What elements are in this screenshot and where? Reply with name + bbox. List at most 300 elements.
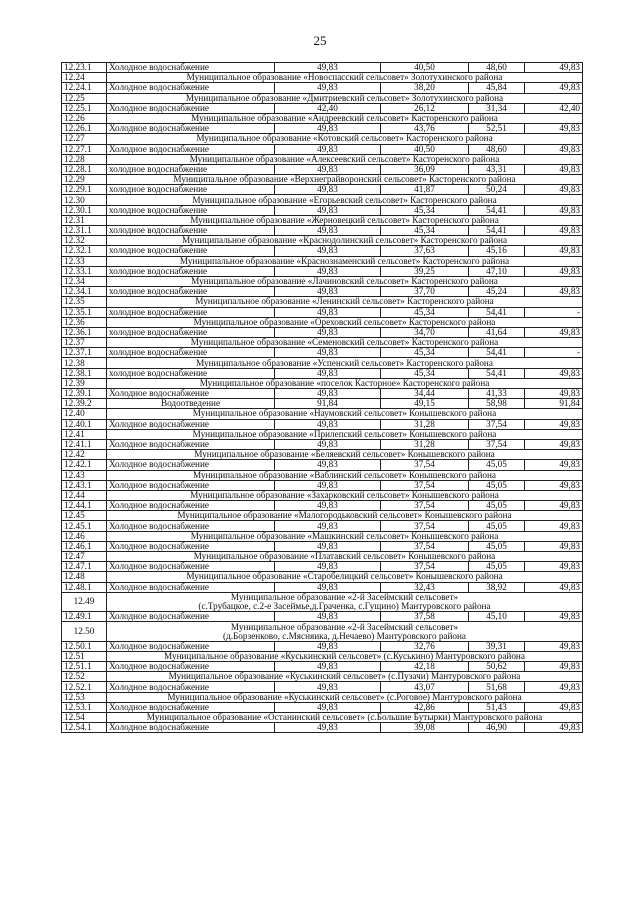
- tariff-row: [62, 682, 583, 692]
- municipality-name: Муниципальное образование «Семеновский сельсовет» Касторенского района: [107, 338, 583, 348]
- tariff-value: 54,41: [469, 348, 525, 358]
- service-name: Водоотведение: [107, 399, 275, 409]
- tariff-value: 49,83: [525, 702, 583, 712]
- municipality-name: Муниципальное образование «Новоспасский сельсовет» Золотухинского района: [107, 73, 583, 83]
- tariff-value: 39,08: [381, 723, 469, 733]
- tariff-value: 49,83: [275, 521, 381, 531]
- municipality-row: [62, 93, 583, 103]
- row-number: 12.42.1: [62, 460, 107, 470]
- tariff-value: 45,05: [469, 480, 525, 490]
- tariff-value: 54,41: [469, 226, 525, 236]
- service-name: холодное водоснабжение: [107, 185, 275, 195]
- row-number: 12.47: [62, 552, 107, 562]
- tariff-row: [62, 63, 583, 73]
- tariff-row: [62, 287, 583, 297]
- row-number: 12.45: [62, 511, 107, 521]
- tariff-value: 43,31: [469, 164, 525, 174]
- tariff-value: 49,83: [275, 641, 381, 651]
- tariff-value: 41,64: [469, 327, 525, 337]
- tariff-value: 45,34: [381, 307, 469, 317]
- tariff-row: [62, 327, 583, 337]
- tariff-value: 49,83: [275, 83, 381, 93]
- municipality-name: [107, 592, 583, 611]
- municipality-row: [62, 276, 583, 286]
- tariff-value: 41,33: [469, 389, 525, 399]
- tariff-value: 45,05: [469, 541, 525, 551]
- tariff-value: 49,83: [525, 327, 583, 337]
- service-name: Холодное водоснабжение: [107, 389, 275, 399]
- tariff-value: 45,34: [381, 226, 469, 236]
- municipality-name: Муниципальное образование «Ваблинский сельсовет» Конышевского района: [107, 470, 583, 480]
- tariff-value: 49,83: [275, 439, 381, 449]
- service-name: Холодное водоснабжение: [107, 83, 275, 93]
- tariff-value: 49,83: [525, 501, 583, 511]
- row-number: 12.45.1: [62, 521, 107, 531]
- tariff-value: 37,70: [381, 287, 469, 297]
- municipality-row: [62, 592, 583, 611]
- tariff-value: 49,83: [525, 682, 583, 692]
- service-name: Холодное водоснабжение: [107, 124, 275, 134]
- tariff-value: 45,10: [469, 612, 525, 622]
- tariff-row: [62, 641, 583, 651]
- tariff-row: [62, 124, 583, 134]
- service-name: холодное водоснабжение: [107, 348, 275, 358]
- tariff-value: 45,05: [469, 460, 525, 470]
- municipality-name: Муниципальное образование «Краснодолинский сельсовет» Касторенского района: [107, 236, 583, 246]
- municipality-row: [62, 154, 583, 164]
- tariff-value: 49,83: [275, 348, 381, 358]
- service-name: холодное водоснабжение: [107, 287, 275, 297]
- row-number: 12.23.1: [62, 63, 107, 73]
- municipality-name-line: (с.Трубацкое, с.2-е Засеймье,д.Граченка, с.Гущино) Мантуровского района: [198, 600, 491, 611]
- row-number: 12.44.1: [62, 501, 107, 511]
- row-number: 12.52.1: [62, 682, 107, 692]
- tariff-value: 45,24: [469, 287, 525, 297]
- page-number: 25: [313, 33, 327, 48]
- tariff-row: [62, 368, 583, 378]
- municipality-row: [62, 195, 583, 205]
- municipality-name: [107, 622, 583, 641]
- tariff-value: 49,83: [275, 287, 381, 297]
- tariff-value: 49,83: [525, 480, 583, 490]
- row-number: 12.53: [62, 692, 107, 702]
- row-number: 12.52: [62, 672, 107, 682]
- tariff-row: [62, 185, 583, 195]
- row-number: 12.38.1: [62, 368, 107, 378]
- tariff-value: 40,50: [381, 144, 469, 154]
- row-number: 12.37.1: [62, 348, 107, 358]
- row-number: 12.25.1: [62, 103, 107, 113]
- municipality-name: Муниципальное образование «Алексеевский сельсовет» Касторенского района: [107, 154, 583, 164]
- tariff-value: 49,83: [525, 63, 583, 73]
- tariff-value: 49,83: [525, 185, 583, 195]
- municipality-row: [62, 572, 583, 582]
- tariff-value: 47,10: [469, 266, 525, 276]
- row-number: 12.32.1: [62, 246, 107, 256]
- service-name: Холодное водоснабжение: [107, 662, 275, 672]
- row-number: 12.48: [62, 572, 107, 582]
- tariff-value: 49,83: [275, 480, 381, 490]
- municipality-row: [62, 672, 583, 682]
- tariff-value: 49,83: [275, 144, 381, 154]
- row-number: 12.43.1: [62, 480, 107, 490]
- tariff-value: 49,83: [525, 287, 583, 297]
- municipality-name: Муниципальное образование «Жерновецкий сельсовет» Касторенского района: [107, 215, 583, 225]
- tariff-row: [62, 439, 583, 449]
- tariff-value: 49,83: [275, 460, 381, 470]
- row-number: 12.41: [62, 429, 107, 439]
- municipality-row: [62, 378, 583, 388]
- municipality-row: [62, 622, 583, 641]
- tariff-value: 49,83: [275, 164, 381, 174]
- service-name: холодное водоснабжение: [107, 307, 275, 317]
- tariff-row: [62, 662, 583, 672]
- tariff-value: 52,51: [469, 124, 525, 134]
- tariff-row: [62, 307, 583, 317]
- tariff-row: [62, 83, 583, 93]
- row-number: 12.31: [62, 215, 107, 225]
- municipality-row: [62, 713, 583, 723]
- tariff-value: 41,87: [381, 185, 469, 195]
- municipality-name: Муниципальное образование «Беляевский сельсовет» Конышевского района: [107, 450, 583, 460]
- row-number: 12.46: [62, 531, 107, 541]
- service-name: Холодное водоснабжение: [107, 641, 275, 651]
- tariff-value: 49,83: [275, 419, 381, 429]
- municipality-row: [62, 338, 583, 348]
- tariff-value: 49,83: [275, 582, 381, 592]
- municipality-row: [62, 511, 583, 521]
- municipality-name: Муниципальное образование «Куськинский сельсовет» (с.Пузачи) Мантуровского района: [107, 672, 583, 682]
- tariff-value: 49,83: [525, 541, 583, 551]
- tariff-value: 34,70: [381, 327, 469, 337]
- tariff-value: 43,76: [381, 124, 469, 134]
- row-number: 12.54.1: [62, 723, 107, 733]
- tariff-row: [62, 226, 583, 236]
- row-number: 12.39: [62, 378, 107, 388]
- tariff-row: [62, 419, 583, 429]
- tariff-row: [62, 582, 583, 592]
- row-number: 12.54: [62, 713, 107, 723]
- tariff-row: [62, 266, 583, 276]
- tariff-row: [62, 702, 583, 712]
- tariff-value: 49,83: [525, 124, 583, 134]
- tariff-value: 49,83: [525, 389, 583, 399]
- municipality-row: [62, 256, 583, 266]
- tariff-value: 49,83: [525, 612, 583, 622]
- tariff-value: 49,83: [275, 501, 381, 511]
- tariff-value: 39,25: [381, 266, 469, 276]
- municipality-name: Муниципальное образование «поселок Касторное» Касторенского района: [107, 378, 583, 388]
- tariff-value: 51,68: [469, 682, 525, 692]
- row-number: 12.31.1: [62, 226, 107, 236]
- row-number: 12.47.1: [62, 562, 107, 572]
- tariff-value: 49,83: [275, 682, 381, 692]
- service-name: Холодное водоснабжение: [107, 541, 275, 551]
- row-number: 12.49.1: [62, 612, 107, 622]
- municipality-name: Муниципальное образование «Котовский сельсовет» Касторенского района: [107, 134, 583, 144]
- service-name: Холодное водоснабжение: [107, 63, 275, 73]
- tariff-value: 49,83: [525, 562, 583, 572]
- service-name: Холодное водоснабжение: [107, 103, 275, 113]
- municipality-name: Муниципальное образование «Андреевский сельсовет» Касторенского района: [107, 113, 583, 123]
- tariff-value: 49,83: [525, 521, 583, 531]
- municipality-name: Муниципальное образование «Старобелицкий сельсовет» Конышевского района: [107, 572, 583, 582]
- tariff-value: 45,34: [381, 368, 469, 378]
- row-number: 12.53.1: [62, 702, 107, 712]
- row-number: 12.51: [62, 651, 107, 661]
- municipality-row: [62, 134, 583, 144]
- row-number: 12.30: [62, 195, 107, 205]
- row-number: 12.50: [62, 622, 107, 641]
- municipality-row: [62, 113, 583, 123]
- service-name: Холодное водоснабжение: [107, 480, 275, 490]
- row-number: 12.30.1: [62, 205, 107, 215]
- row-number: 12.35.1: [62, 307, 107, 317]
- tariff-value: 49,83: [275, 541, 381, 551]
- municipality-name: Муниципальное образование «Егорьевский сельсовет» Касторенского района: [107, 195, 583, 205]
- tariff-value: 49,83: [275, 612, 381, 622]
- row-number: 12.43: [62, 470, 107, 480]
- tariff-value: 49,83: [525, 582, 583, 592]
- tariff-value: 49,83: [275, 723, 381, 733]
- tariff-value: 49,83: [275, 327, 381, 337]
- tariff-value: 38,20: [381, 83, 469, 93]
- tariff-value: 49,83: [275, 226, 381, 236]
- tariff-value: 32,43: [381, 582, 469, 592]
- tariff-value: -: [525, 348, 583, 358]
- tariff-value: 91,84: [525, 399, 583, 409]
- row-number: 12.33: [62, 256, 107, 266]
- municipality-name: Муниципальное образование «Верхнеграйворонский сельсовет» Касторенского района: [107, 175, 583, 185]
- municipality-row: [62, 651, 583, 661]
- municipality-name: Муниципальное образование «Наумовский сельсовет» Конышевского района: [107, 409, 583, 419]
- tariff-value: 49,83: [275, 562, 381, 572]
- tariff-value: 49,83: [525, 368, 583, 378]
- tariff-value: -: [525, 307, 583, 317]
- service-name: холодное водоснабжение: [107, 266, 275, 276]
- row-number: 12.27: [62, 134, 107, 144]
- row-number: 12.46.1: [62, 541, 107, 551]
- municipality-name: Муниципальное образование «Останинский сельсовет» (с.Большие Бутырки) Мантуровского района: [107, 713, 583, 723]
- tariff-value: 37,54: [381, 541, 469, 551]
- row-number: 12.49: [62, 592, 107, 611]
- municipality-row: [62, 450, 583, 460]
- tariff-value: 49,83: [275, 702, 381, 712]
- row-number: 12.28: [62, 154, 107, 164]
- tariff-row: [62, 144, 583, 154]
- service-name: Холодное водоснабжение: [107, 460, 275, 470]
- row-number: 12.28.1: [62, 164, 107, 174]
- tariff-value: 37,54: [381, 501, 469, 511]
- tariff-value: 31,28: [381, 439, 469, 449]
- row-number: 12.42: [62, 450, 107, 460]
- municipality-name-line: Муниципальное образование «2-й Засеймский сельсовет»: [230, 592, 459, 602]
- municipality-row: [62, 409, 583, 419]
- service-name: Холодное водоснабжение: [107, 612, 275, 622]
- service-name: холодное водоснабжение: [107, 246, 275, 256]
- tariff-value: 49,83: [525, 641, 583, 651]
- tariff-value: 49,83: [525, 419, 583, 429]
- row-number: 12.32: [62, 236, 107, 246]
- tariff-value: 49,83: [275, 124, 381, 134]
- row-number: 12.38: [62, 358, 107, 368]
- tariff-value: 42,40: [275, 103, 381, 113]
- municipality-name: Муниципальное образование «Захарковский сельсовет» Конышевского района: [107, 490, 583, 500]
- tariff-value: 49,83: [525, 205, 583, 215]
- municipality-name: Муниципальное образование «Машкинский сельсовет» Конышевского района: [107, 531, 583, 541]
- service-name: Холодное водоснабжение: [107, 521, 275, 531]
- tariff-row: [62, 389, 583, 399]
- municipality-row: [62, 297, 583, 307]
- row-number: 12.39.1: [62, 389, 107, 399]
- tariff-value: 45,05: [469, 562, 525, 572]
- service-name: Холодное водоснабжение: [107, 419, 275, 429]
- tariff-value: 49,83: [525, 144, 583, 154]
- municipality-row: [62, 175, 583, 185]
- row-number: 12.27.1: [62, 144, 107, 154]
- municipality-row: [62, 552, 583, 562]
- row-number: 12.51.1: [62, 662, 107, 672]
- tariff-value: 49,83: [275, 662, 381, 672]
- tariff-value: 36,09: [381, 164, 469, 174]
- tariff-value: 49,83: [275, 246, 381, 256]
- tariff-table: [61, 62, 583, 733]
- tariff-value: 46,90: [469, 723, 525, 733]
- tariff-value: 31,28: [381, 419, 469, 429]
- row-number: 12.48.1: [62, 582, 107, 592]
- tariff-value: 50,24: [469, 185, 525, 195]
- service-name: Холодное водоснабжение: [107, 562, 275, 572]
- row-number: 12.40.1: [62, 419, 107, 429]
- tariff-value: 37,54: [381, 480, 469, 490]
- row-number: 12.24.1: [62, 83, 107, 93]
- tariff-row: [62, 562, 583, 572]
- tariff-value: 49,83: [275, 185, 381, 195]
- service-name: Холодное водоснабжение: [107, 582, 275, 592]
- tariff-value: 49,15: [381, 399, 469, 409]
- row-number: 12.34.1: [62, 287, 107, 297]
- tariff-row: [62, 612, 583, 622]
- municipality-name: Муниципальное образование «Малогородьковский сельсовет» Конышевского района: [107, 511, 583, 521]
- tariff-value: 45,34: [381, 348, 469, 358]
- tariff-value: 91,84: [275, 399, 381, 409]
- tariff-value: 49,83: [525, 246, 583, 256]
- tariff-table-body: [62, 63, 583, 733]
- service-name: Холодное водоснабжение: [107, 144, 275, 154]
- municipality-row: [62, 236, 583, 246]
- tariff-row: [62, 164, 583, 174]
- municipality-name: Муниципальное образование «Платавский сельсовет» Конышевского района: [107, 552, 583, 562]
- row-number: 12.36: [62, 317, 107, 327]
- municipality-name: Муниципальное образование «Дмитриевский сельсовет» Золотухинского района: [107, 93, 583, 103]
- tariff-value: 51,43: [469, 702, 525, 712]
- municipality-row: [62, 358, 583, 368]
- tariff-value: 49,83: [525, 266, 583, 276]
- tariff-value: 49,83: [275, 389, 381, 399]
- tariff-value: 45,16: [469, 246, 525, 256]
- tariff-value: 34,44: [381, 389, 469, 399]
- service-name: холодное водоснабжение: [107, 205, 275, 215]
- tariff-value: 37,63: [381, 246, 469, 256]
- tariff-value: 38,92: [469, 582, 525, 592]
- service-name: холодное водоснабжение: [107, 164, 275, 174]
- service-name: Холодное водоснабжение: [107, 702, 275, 712]
- tariff-value: 49,83: [275, 205, 381, 215]
- row-number: 12.29: [62, 175, 107, 185]
- tariff-value: 58,98: [469, 399, 525, 409]
- municipality-row: [62, 531, 583, 541]
- tariff-row: [62, 399, 583, 409]
- tariff-row: [62, 501, 583, 511]
- tariff-row: [62, 103, 583, 113]
- row-number: 12.25: [62, 93, 107, 103]
- tariff-value: 49,83: [525, 460, 583, 470]
- tariff-value: 54,41: [469, 205, 525, 215]
- municipality-row: [62, 490, 583, 500]
- tariff-value: 49,83: [525, 226, 583, 236]
- row-number: 12.26.1: [62, 124, 107, 134]
- tariff-value: 49,83: [525, 723, 583, 733]
- tariff-value: 42,18: [381, 662, 469, 672]
- row-number: 12.26: [62, 113, 107, 123]
- service-name: холодное водоснабжение: [107, 226, 275, 236]
- tariff-value: 54,41: [469, 307, 525, 317]
- tariff-value: 37,54: [469, 439, 525, 449]
- tariff-row: [62, 480, 583, 490]
- tariff-value: 37,54: [469, 419, 525, 429]
- tariff-value: 37,54: [381, 562, 469, 572]
- service-name: Холодное водоснабжение: [107, 723, 275, 733]
- service-name: Холодное водоснабжение: [107, 682, 275, 692]
- tariff-value: 45,84: [469, 83, 525, 93]
- tariff-value: 49,83: [525, 164, 583, 174]
- municipality-name: Муниципальное образование «Куськинский сельсовет» (с.Роговое) Мантуровского района: [107, 692, 583, 702]
- row-number: 12.50.1: [62, 641, 107, 651]
- tariff-row: [62, 723, 583, 733]
- tariff-value: 49,83: [275, 307, 381, 317]
- tariff-value: 42,40: [525, 103, 583, 113]
- tariff-row: [62, 521, 583, 531]
- municipality-name: Муниципальное образование «Краснознаменский сельсовет» Касторенского района: [107, 256, 583, 266]
- service-name: холодное водоснабжение: [107, 327, 275, 337]
- tariff-value: 45,34: [381, 205, 469, 215]
- municipality-row: [62, 73, 583, 83]
- tariff-row: [62, 541, 583, 551]
- tariff-value: 45,05: [469, 521, 525, 531]
- row-number: 12.36.1: [62, 327, 107, 337]
- tariff-value: 26,12: [381, 103, 469, 113]
- tariff-value: 49,83: [525, 662, 583, 672]
- municipality-row: [62, 470, 583, 480]
- tariff-row: [62, 205, 583, 215]
- municipality-row: [62, 317, 583, 327]
- municipality-name: Муниципальное образование «Лачиновский сельсовет» Касторенского района: [107, 276, 583, 286]
- tariff-value: 49,83: [275, 368, 381, 378]
- tariff-value: 54,41: [469, 368, 525, 378]
- row-number: 12.44: [62, 490, 107, 500]
- service-name: холодное водоснабжение: [107, 368, 275, 378]
- row-number: 12.29.1: [62, 185, 107, 195]
- tariff-value: 49,83: [525, 439, 583, 449]
- tariff-value: 49,83: [275, 266, 381, 276]
- tariff-value: 48,60: [469, 63, 525, 73]
- tariff-row: [62, 348, 583, 358]
- row-number: 12.35: [62, 297, 107, 307]
- tariff-value: 48,60: [469, 144, 525, 154]
- row-number: 12.34: [62, 276, 107, 286]
- tariff-value: 39,31: [469, 641, 525, 651]
- tariff-row: [62, 246, 583, 256]
